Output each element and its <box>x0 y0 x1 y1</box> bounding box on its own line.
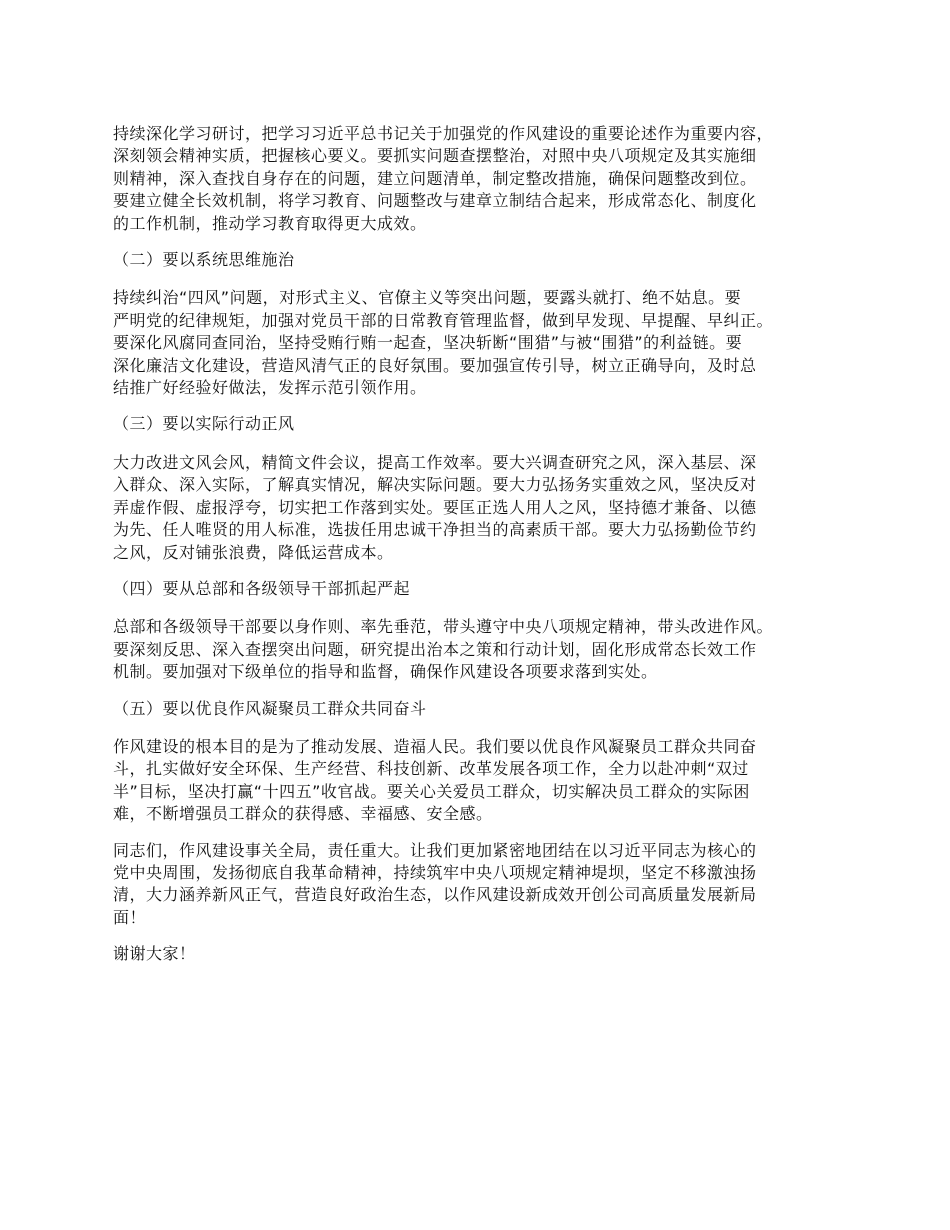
section-heading-2: （二）要以系统思维施治 <box>113 250 295 270</box>
text-line: 严明党的纪律规矩，加强对党员干部的日常教育管理监督，做到早发现、早提醒、早纠正。 <box>113 310 774 330</box>
section-heading-4: （四）要从总部和各级领导干部抓起严起 <box>113 578 411 598</box>
text-line: 清，大力涵养新风正气，营造良好政治生态，以作风建设新成效开创公司高质量发展新局 <box>113 885 757 905</box>
text-line: 难，不断增强员工群众的获得感、幸福感、安全感。 <box>113 804 493 824</box>
text-line: 为先、任人唯贤的用人标准，选拔任用忠诚干净担当的高素质干部。要大力弘扬勤俭节约 <box>113 520 757 540</box>
text-line: 机制。要加强对下级单位的指导和监督，确保作风建设各项要求落到实处。 <box>113 662 658 682</box>
paragraph-four-winds <box>113 287 858 399</box>
paragraph-style-reform <box>113 452 858 564</box>
text-line: 要深化风腐同查同治，坚持受贿行贿一起查，坚决斩断“围猎”与被“围猎”的利益链。要 <box>113 333 743 353</box>
text-line: 之风，反对铺张浪费，降低运营成本。 <box>113 542 394 562</box>
paragraph-study <box>113 123 858 235</box>
text-line: 深刻领会精神实质，把握核心要义。要抓实问题查摆整治，对照中央八项规定及其实施细 <box>113 146 757 166</box>
text-line: 结推广好经验好做法，发挥示范引领作用。 <box>113 378 427 398</box>
paragraph-closing <box>113 840 858 930</box>
paragraph-leadership <box>113 616 858 683</box>
text-line: 党中央周围，发扬彻底自我革命精神，持续筑牢中央八项规定精神堤坝，坚定不移激浊扬 <box>113 862 757 882</box>
text-line: 总部和各级领导干部要以身作则、率先垂范，带头遵守中央八项规定精神，带头改进作风。 <box>113 617 774 637</box>
text-line: 深化廉洁文化建设，营造风清气正的良好氛围。要加强宣传引导，树立正确导向，及时总 <box>113 355 757 375</box>
text-line: 的工作机制，推动学习教育取得更大成效。 <box>113 213 427 233</box>
text-line: 大力改进文风会风，精简文件会议，提高工作效率。要大兴调查研究之风，深入基层、深 <box>113 452 757 472</box>
section-heading-5: （五）要以优良作风凝聚员工群众共同奋斗 <box>113 698 427 718</box>
text-line: 持续纠治“四风”问题，对形式主义、官僚主义等突出问题，要露头就打、绝不姑息。要 <box>113 288 742 308</box>
text-line: 弄虚作假、虚报浮夸，切实把工作落到实处。要匡正选人用人之风，坚持德才兼备、以德 <box>113 497 757 517</box>
document-page <box>113 123 858 980</box>
text-line: 同志们，作风建设事关全局，责任重大。让我们更加紧密地团结在以习近平同志为核心的 <box>113 840 757 860</box>
text-line: 斗，扎实做好安全环保、生产经营、科技创新、改革发展各项工作，全力以赴冲刺“双过 <box>113 759 749 779</box>
paragraph-development <box>113 736 858 826</box>
text-line: 作风建设的根本目的是为了推动发展、造福人民。我们要以优良作风凝聚员工群众共同奋 <box>113 736 757 756</box>
text-line: 持续深化学习研讨，把学习习近平总书记关于加强党的作风建设的重要论述作为重要内容， <box>113 124 774 143</box>
section-heading-3: （三）要以实际行动正风 <box>113 414 295 434</box>
text-line: 半”目标，坚决打赢“十四五”收官战。要关心关爱员工群众，切实解决员工群众的实际困 <box>113 781 750 801</box>
text-line: 谢谢大家！ <box>113 944 196 964</box>
paragraph-thanks <box>113 943 858 965</box>
text-line: 面！ <box>113 907 147 927</box>
text-line: 要建立健全长效机制，将学习教育、问题整改与建章立制结合起来，形成常态化、制度化 <box>113 191 757 211</box>
text-line: 则精神，深入查找自身存在的问题，建立问题清单，制定整改措施，确保问题整改到位。 <box>113 168 757 188</box>
text-line: 要深刻反思、深入查摆突出问题，研究提出治本之策和行动计划，固化形成常态长效工作 <box>113 639 757 659</box>
text-line: 入群众、深入实际，了解真实情况，解决实际问题。要大力弘扬务实重效之风，坚决反对 <box>113 475 757 495</box>
